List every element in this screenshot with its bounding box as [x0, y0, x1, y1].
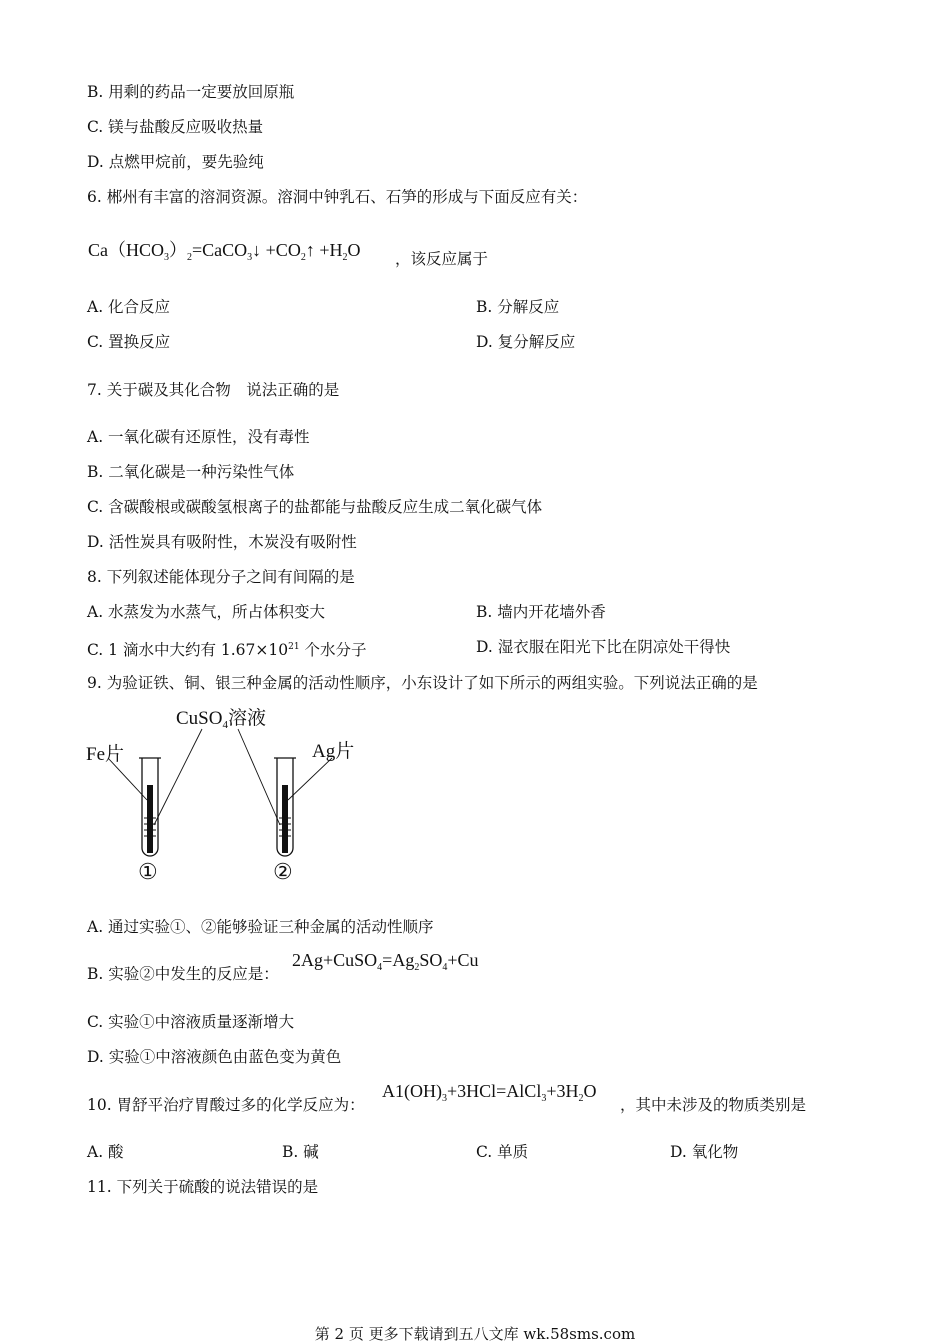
fe-plate	[147, 785, 153, 853]
q8-option-b: B. 墙内开花墙外香	[476, 603, 606, 621]
tube-1-number: ①	[138, 860, 158, 885]
ag-plate-label: Ag片	[312, 741, 355, 762]
q5-option-b: B. 用剩的药品一定要放回原瓶	[87, 83, 295, 101]
q6-stem-tail: ，该反应属于	[395, 250, 489, 268]
q10-option-a: A. 酸	[87, 1143, 124, 1161]
q8-option-c: C. 1 滴水中大约有 $1.67\times 10^{21}$ 个水分子	[87, 641, 367, 660]
q6-stem: 6. 郴州有丰富的溶洞资源。溶洞中钟乳石、石笋的形成与下面反应有关：	[87, 188, 588, 206]
q6-equation: $Ca(HCO_3)_2=CaCO_3↓$ $+CO_2↑ +H_2O$	[88, 240, 361, 263]
tube-2-number: ②	[273, 860, 293, 885]
q7-option-b: B. 二氧化碳是一种污染性气体	[87, 463, 295, 481]
q9-option-b: B. 实验②中发生的反应是：	[87, 965, 279, 983]
q10-option-b: B. 碱	[282, 1143, 319, 1161]
q9-stem: 9. 为验证铁、铜、银三种金属的活动性顺序，小东设计了如下所示的两组实验。下列说法正确的是	[87, 674, 758, 692]
q11-stem: 11. 下列关于硫酸的说法错误的是	[87, 1178, 319, 1196]
q6-option-b: B. 分解反应	[476, 298, 560, 316]
q9-option-d: D. 实验①中溶液颜色由蓝色变为黄色	[87, 1048, 342, 1066]
q8-stem: 8. 下列叙述能体现分子之间有间隔的是	[87, 568, 355, 586]
q8-option-a: A. 水蒸发为水蒸气，所占体积变大	[87, 603, 326, 621]
q8-option-d: D. 湿衣服在阳光下比在阴凉处干得快	[476, 638, 731, 656]
q10-stem: 10. 胃舒平治疗胃酸过多的化学反应为：	[87, 1096, 365, 1114]
q7-option-a: A. 一氧化碳有还原性，没有毒性	[87, 428, 310, 446]
q5-option-d: D. 点燃甲烷前，要先验纯	[87, 153, 264, 171]
ag-plate	[282, 785, 288, 853]
q10-equation: $A1(OH)_3+3HCl=AlCl_3+3H_2O$	[382, 1081, 597, 1104]
q9-b-equation: $2Ag+CuSO_4=Ag_2SO_4+Cu$	[292, 950, 479, 973]
experiment-figure	[80, 700, 380, 895]
page-footer: 第 2 页 更多下载请到五八文库 wk.58sms.com	[314, 1325, 636, 1343]
q10-stem-tail: ，其中未涉及的物质类别是	[620, 1096, 807, 1114]
q6-option-c: C. 置换反应	[87, 333, 171, 351]
q9-option-c: C. 实验①中溶液质量逐渐增大	[87, 1013, 295, 1031]
cuso4-solution-label: CuSO$_4$溶液	[176, 708, 266, 731]
q9-option-a: A. 通过实验①、②能够验证三种金属的活动性顺序	[87, 918, 434, 936]
test-tubes-drawing	[80, 700, 380, 895]
q6-option-d: D. 复分解反应	[476, 333, 576, 351]
q6-option-a: A. 化合反应	[87, 298, 171, 316]
fe-plate-label: Fe片	[86, 744, 125, 765]
q7-stem: 7. 关于碳及其化合物 说法正确的是	[87, 381, 340, 399]
q7-option-d: D. 活性炭具有吸附性，木炭没有吸附性	[87, 533, 357, 551]
q5-option-c: C. 镁与盐酸反应吸收热量	[87, 118, 264, 136]
q10-option-c: C. 单质	[476, 1143, 529, 1161]
q7-option-c: C. 含碳酸根或碳酸氢根离子的盐都能与盐酸反应生成二氧化碳气体	[87, 498, 543, 516]
q10-option-d: D. 氧化物	[670, 1143, 739, 1161]
